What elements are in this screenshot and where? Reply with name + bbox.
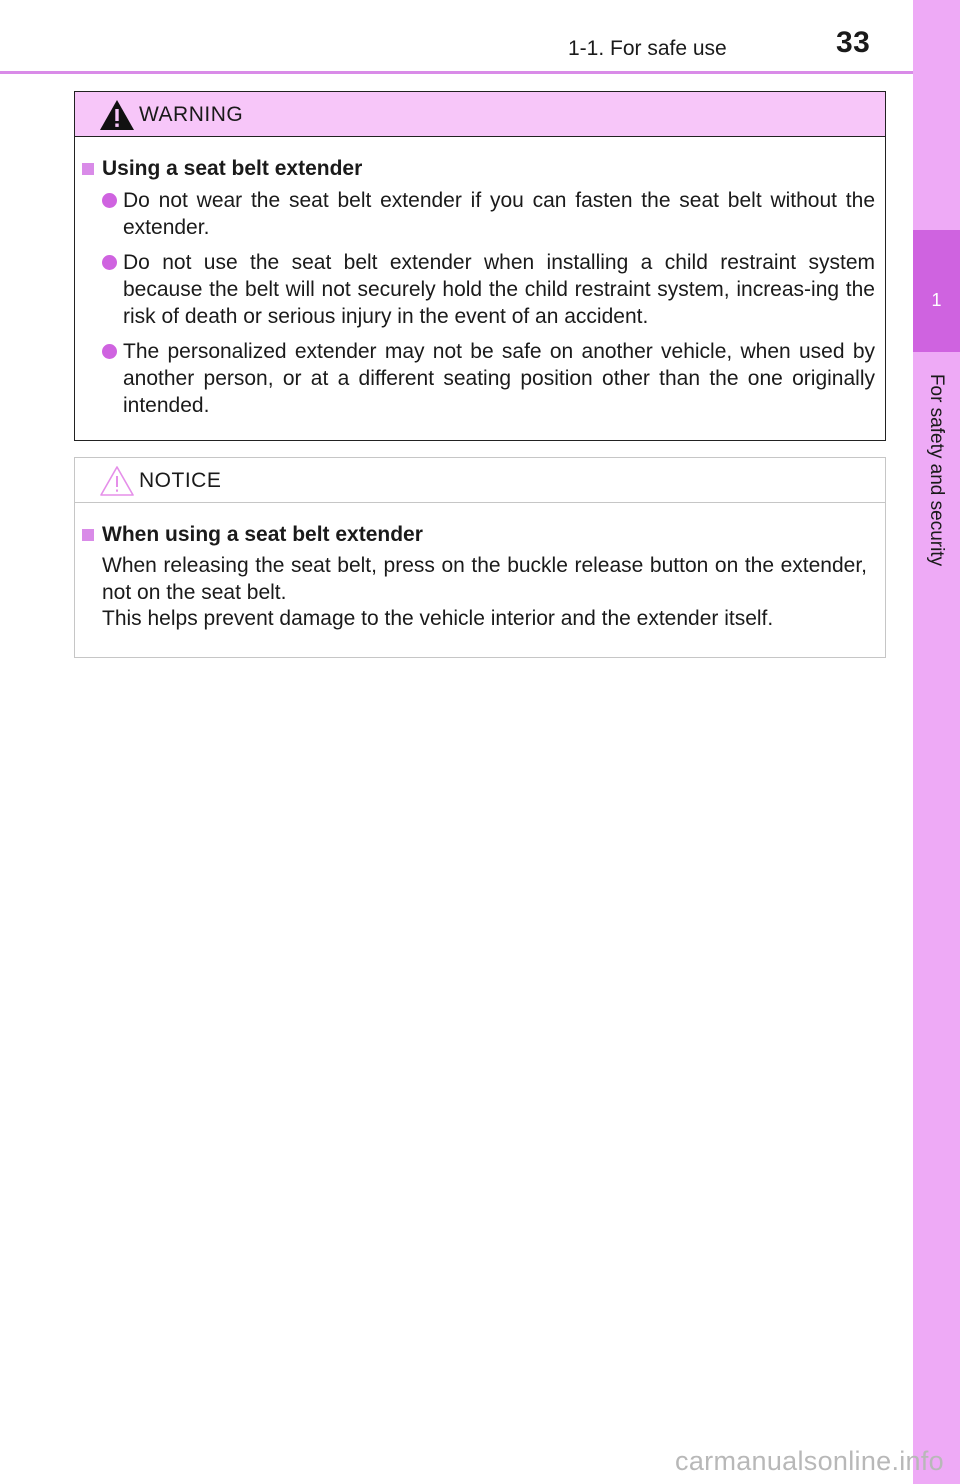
- chapter-side-tab: [913, 0, 960, 1484]
- chapter-index: [913, 0, 960, 352]
- square-bullet-icon: [82, 163, 94, 175]
- warning-item-text: Do not use the seat belt extender when installing a child restraint system because the belt will not securely hold the child restraint system, increas-ing the risk of death or serious injury in the event of an accident.: [123, 251, 875, 328]
- notice-box: [74, 457, 886, 658]
- notice-triangle-icon: [97, 463, 137, 499]
- warning-item: [82, 249, 875, 330]
- notice-paragraph: This helps prevent damage to the vehicle interior and the extender itself.: [102, 607, 774, 630]
- warning-item: [82, 338, 875, 419]
- site-watermark: carmanualsonline.info: [675, 1446, 944, 1476]
- section-label: 1-1. For safe use: [568, 37, 727, 60]
- chapter-number: 1: [931, 290, 942, 310]
- round-bullet-icon: [102, 255, 117, 270]
- warning-item-text: The personalized extender may not be safe on another vehicle, when used by another person, or at a different seating position other than the one originally intended.: [123, 340, 875, 417]
- warning-item-text: Do not wear the seat belt extender if you can fasten the seat belt without the extender.: [123, 189, 875, 239]
- square-bullet-icon: [82, 529, 94, 541]
- chapter-title: For safety and security: [926, 373, 947, 567]
- warning-box: [74, 91, 886, 441]
- round-bullet-icon: [102, 344, 117, 359]
- warning-body: [75, 137, 885, 419]
- warning-subheading: [82, 157, 875, 181]
- warning-label: WARNING: [139, 103, 244, 126]
- warning-triangle-icon: [97, 97, 137, 133]
- warning-header: [75, 92, 885, 137]
- header-divider: [0, 71, 913, 74]
- warning-item: [82, 187, 875, 241]
- chapter-strip: [913, 0, 960, 230]
- notice-subheading-text: When using a seat belt extender: [102, 523, 423, 546]
- warning-subheading-text: Using a seat belt extender: [102, 157, 363, 180]
- round-bullet-icon: [102, 193, 117, 208]
- notice-body: [75, 503, 885, 633]
- page-number: 33: [836, 26, 871, 59]
- notice-header: [75, 458, 885, 503]
- notice-paragraph: When releasing the seat belt, press on the buckle release button on the extender, not on the seat belt.: [102, 554, 867, 604]
- notice-label: NOTICE: [139, 469, 222, 492]
- notice-subheading: [82, 523, 875, 547]
